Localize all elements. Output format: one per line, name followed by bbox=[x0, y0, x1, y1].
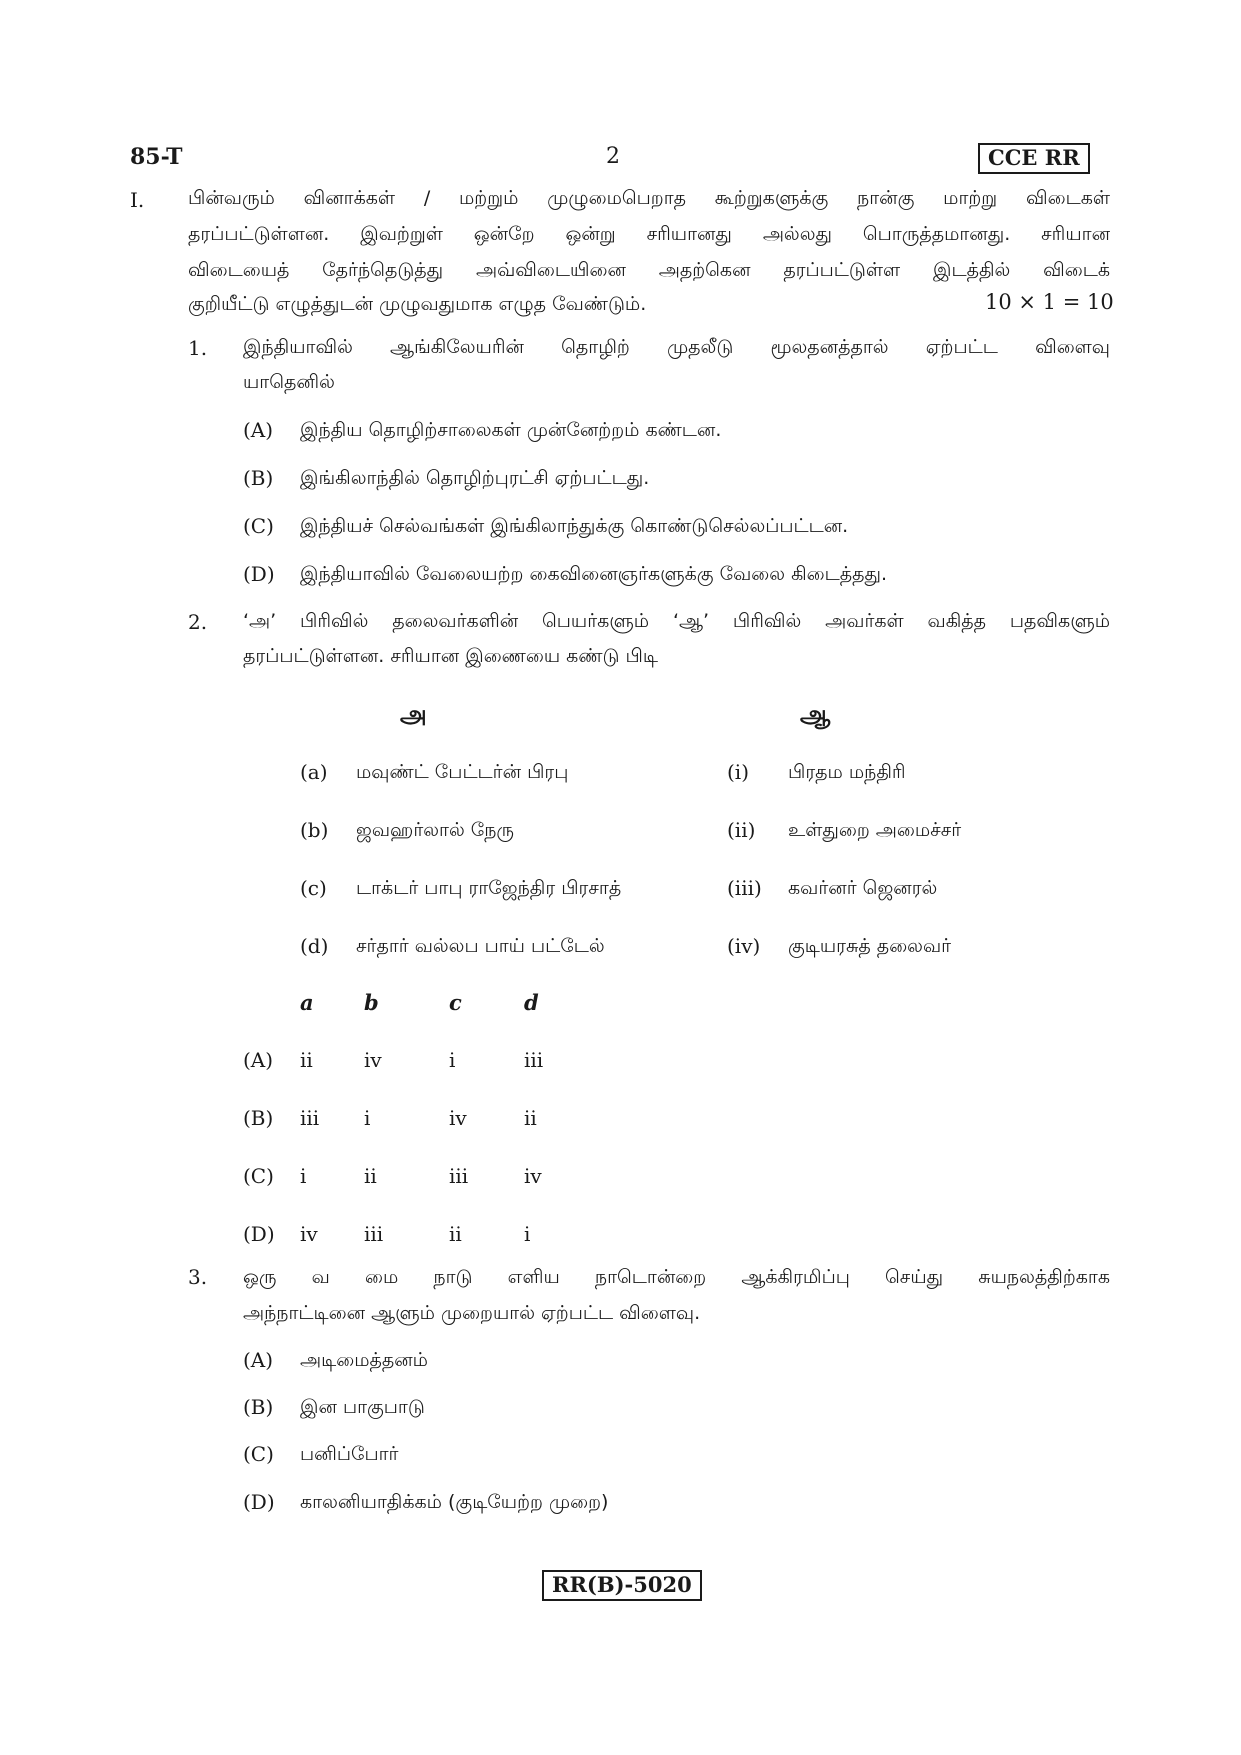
q2-answer-d-val-4: i bbox=[524, 1222, 531, 1246]
answer-header-c: c bbox=[449, 990, 462, 1015]
q3-number: 3. bbox=[188, 1265, 208, 1289]
q2-col-a-label-c: (c) bbox=[300, 876, 327, 900]
q1-option-b-label: (B) bbox=[243, 466, 274, 490]
answer-header-a: a bbox=[300, 990, 314, 1015]
section-numeral: I. bbox=[130, 188, 145, 212]
instruction-line-2: தரப்பட்டுள்ளன. இவற்றுள் ஒன்றே ஒன்று சரியானது அல்லது பொருத்தமானது. சரியான bbox=[188, 223, 1110, 245]
q1-number: 1. bbox=[188, 336, 208, 360]
q2-stem-line-2: தரப்பட்டுள்ளன. சரியான இணையை கண்டு பிடி bbox=[243, 645, 658, 667]
q2-answer-c-val-4: iv bbox=[524, 1164, 542, 1188]
q2-col-a-text-d: சர்தார் வல்லப பாய் பட்டேல் bbox=[356, 935, 605, 957]
q2-col-b-label-iii: (iii) bbox=[727, 876, 762, 900]
q2-col-a-text-a: மவுண்ட் பேட்டர்ன் பிரபு bbox=[356, 761, 569, 783]
q2-col-b-text-iii: கவர்னர் ஜெனரல் bbox=[788, 877, 938, 899]
board-code-box: CCE RR bbox=[978, 143, 1090, 174]
q2-answer-d-val-2: iii bbox=[364, 1222, 384, 1246]
column-b-heading: ஆ bbox=[800, 700, 831, 728]
q2-col-b-label-iv: (iv) bbox=[727, 934, 761, 958]
q2-answer-c-label: (C) bbox=[243, 1164, 274, 1188]
q2-answer-d-val-3: ii bbox=[449, 1222, 462, 1246]
q2-col-b-text-iv: குடியரசுத் தலைவர் bbox=[788, 935, 952, 957]
q2-answer-b-val-2: i bbox=[364, 1106, 371, 1130]
instruction-line-3: விடையைத் தேர்ந்தெடுத்து அவ்விடையினை அதற்கென தரப்பட்டுள்ள இடத்தில் விடைக் bbox=[188, 259, 1110, 281]
q2-answer-b-val-1: iii bbox=[300, 1106, 320, 1130]
q2-answer-d-val-1: iv bbox=[300, 1222, 318, 1246]
q1-stem-line-2: யாதெனில் bbox=[243, 371, 335, 393]
footer-code-box: RR(B)-5020 bbox=[542, 1570, 702, 1601]
q2-answer-a-val-2: iv bbox=[364, 1048, 382, 1072]
q2-answer-c-val-3: iii bbox=[449, 1164, 469, 1188]
q2-answer-a-val-3: i bbox=[449, 1048, 456, 1072]
q2-answer-a-val-1: ii bbox=[300, 1048, 313, 1072]
q3-stem-line-2: அந்நாட்டினை ஆளும் முறையால் ஏற்பட்ட விளைவு. bbox=[243, 1302, 701, 1324]
instruction-line-4: குறியீட்டு எழுத்துடன் முழுவதுமாக எழுத வேண்டும். bbox=[188, 293, 647, 315]
marks-allocation: 10 × 1 = 10 bbox=[985, 290, 1114, 314]
q1-option-c-text: இந்தியச் செல்வங்கள் இங்கிலாந்துக்கு கொண்டுசெல்லப்பட்டன. bbox=[300, 515, 849, 537]
q3-option-a-text: அடிமைத்தனம் bbox=[300, 1349, 428, 1371]
q2-answer-c-val-2: ii bbox=[364, 1164, 377, 1188]
q2-col-a-label-a: (a) bbox=[300, 760, 328, 784]
instruction-line-1: பின்வரும் வினாக்கள் / மற்றும் முழுமைபெறாத கூற்றுகளுக்கு நான்கு மாற்று விடைகள் bbox=[188, 187, 1110, 209]
q3-option-d-text: காலனியாதிக்கம் (குடியேற்ற முறை) bbox=[300, 1491, 609, 1513]
q2-col-a-text-c: டாக்டர் பாபு ராஜேந்திர பிரசாத் bbox=[356, 877, 622, 899]
answer-header-d: d bbox=[524, 990, 539, 1015]
q1-option-d-text: இந்தியாவில் வேலையற்ற கைவினைஞர்களுக்கு வேலை கிடைத்தது. bbox=[300, 563, 888, 585]
column-a-heading: அ bbox=[400, 700, 427, 728]
q2-answer-b-label: (B) bbox=[243, 1106, 274, 1130]
q2-col-a-label-d: (d) bbox=[300, 934, 329, 958]
q3-stem-line-1: ஒரு வ மை நாடு எளிய நாடொன்றை ஆக்கிரமிப்பு செய்து சுயநலத்திற்காக bbox=[243, 1266, 1110, 1288]
q3-option-b-label: (B) bbox=[243, 1395, 274, 1419]
q1-option-d-label: (D) bbox=[243, 562, 275, 586]
q2-answer-b-val-4: ii bbox=[524, 1106, 537, 1130]
q2-col-a-label-b: (b) bbox=[300, 818, 329, 842]
q2-answer-a-label: (A) bbox=[243, 1048, 274, 1072]
q2-answer-c-val-1: i bbox=[300, 1164, 307, 1188]
q2-number: 2. bbox=[188, 610, 208, 634]
q1-option-a-label: (A) bbox=[243, 418, 274, 442]
q1-option-b-text: இங்கிலாந்தில் தொழிற்புரட்சி ஏற்பட்டது. bbox=[300, 467, 650, 489]
q3-option-c-label: (C) bbox=[243, 1442, 274, 1466]
q2-col-a-text-b: ஜவஹர்லால் நேரு bbox=[356, 819, 515, 841]
page-number: 2 bbox=[606, 144, 620, 169]
q2-answer-d-label: (D) bbox=[243, 1222, 275, 1246]
q2-col-b-label-ii: (ii) bbox=[727, 818, 756, 842]
paper-code: 85-T bbox=[130, 144, 183, 170]
q2-col-b-label-i: (i) bbox=[727, 760, 750, 784]
q3-option-d-label: (D) bbox=[243, 1490, 275, 1514]
q2-stem-line-1: ‘அ’ பிரிவில் தலைவர்களின் பெயர்களும் ‘ஆ’ பிரிவில் அவர்கள் வகித்த பதவிகளும் bbox=[243, 610, 1110, 632]
q3-option-b-text: இன பாகுபாடு bbox=[300, 1396, 425, 1418]
q2-col-b-text-i: பிரதம மந்திரி bbox=[788, 761, 906, 783]
answer-header-b: b bbox=[364, 990, 379, 1015]
q2-answer-a-val-4: iii bbox=[524, 1048, 544, 1072]
q1-option-a-text: இந்திய தொழிற்சாலைகள் முன்னேற்றம் கண்டன. bbox=[300, 419, 722, 441]
q2-col-b-text-ii: உள்துறை அமைச்சர் bbox=[788, 819, 962, 841]
q1-option-c-label: (C) bbox=[243, 514, 274, 538]
q3-option-a-label: (A) bbox=[243, 1348, 274, 1372]
q3-option-c-text: பனிப்போர் bbox=[300, 1443, 399, 1465]
q1-stem-line-1: இந்தியாவில் ஆங்கிலேயரின் தொழிற் முதலீடு மூலதனத்தால் ஏற்பட்ட விளைவு bbox=[243, 336, 1110, 358]
q2-answer-b-val-3: iv bbox=[449, 1106, 467, 1130]
